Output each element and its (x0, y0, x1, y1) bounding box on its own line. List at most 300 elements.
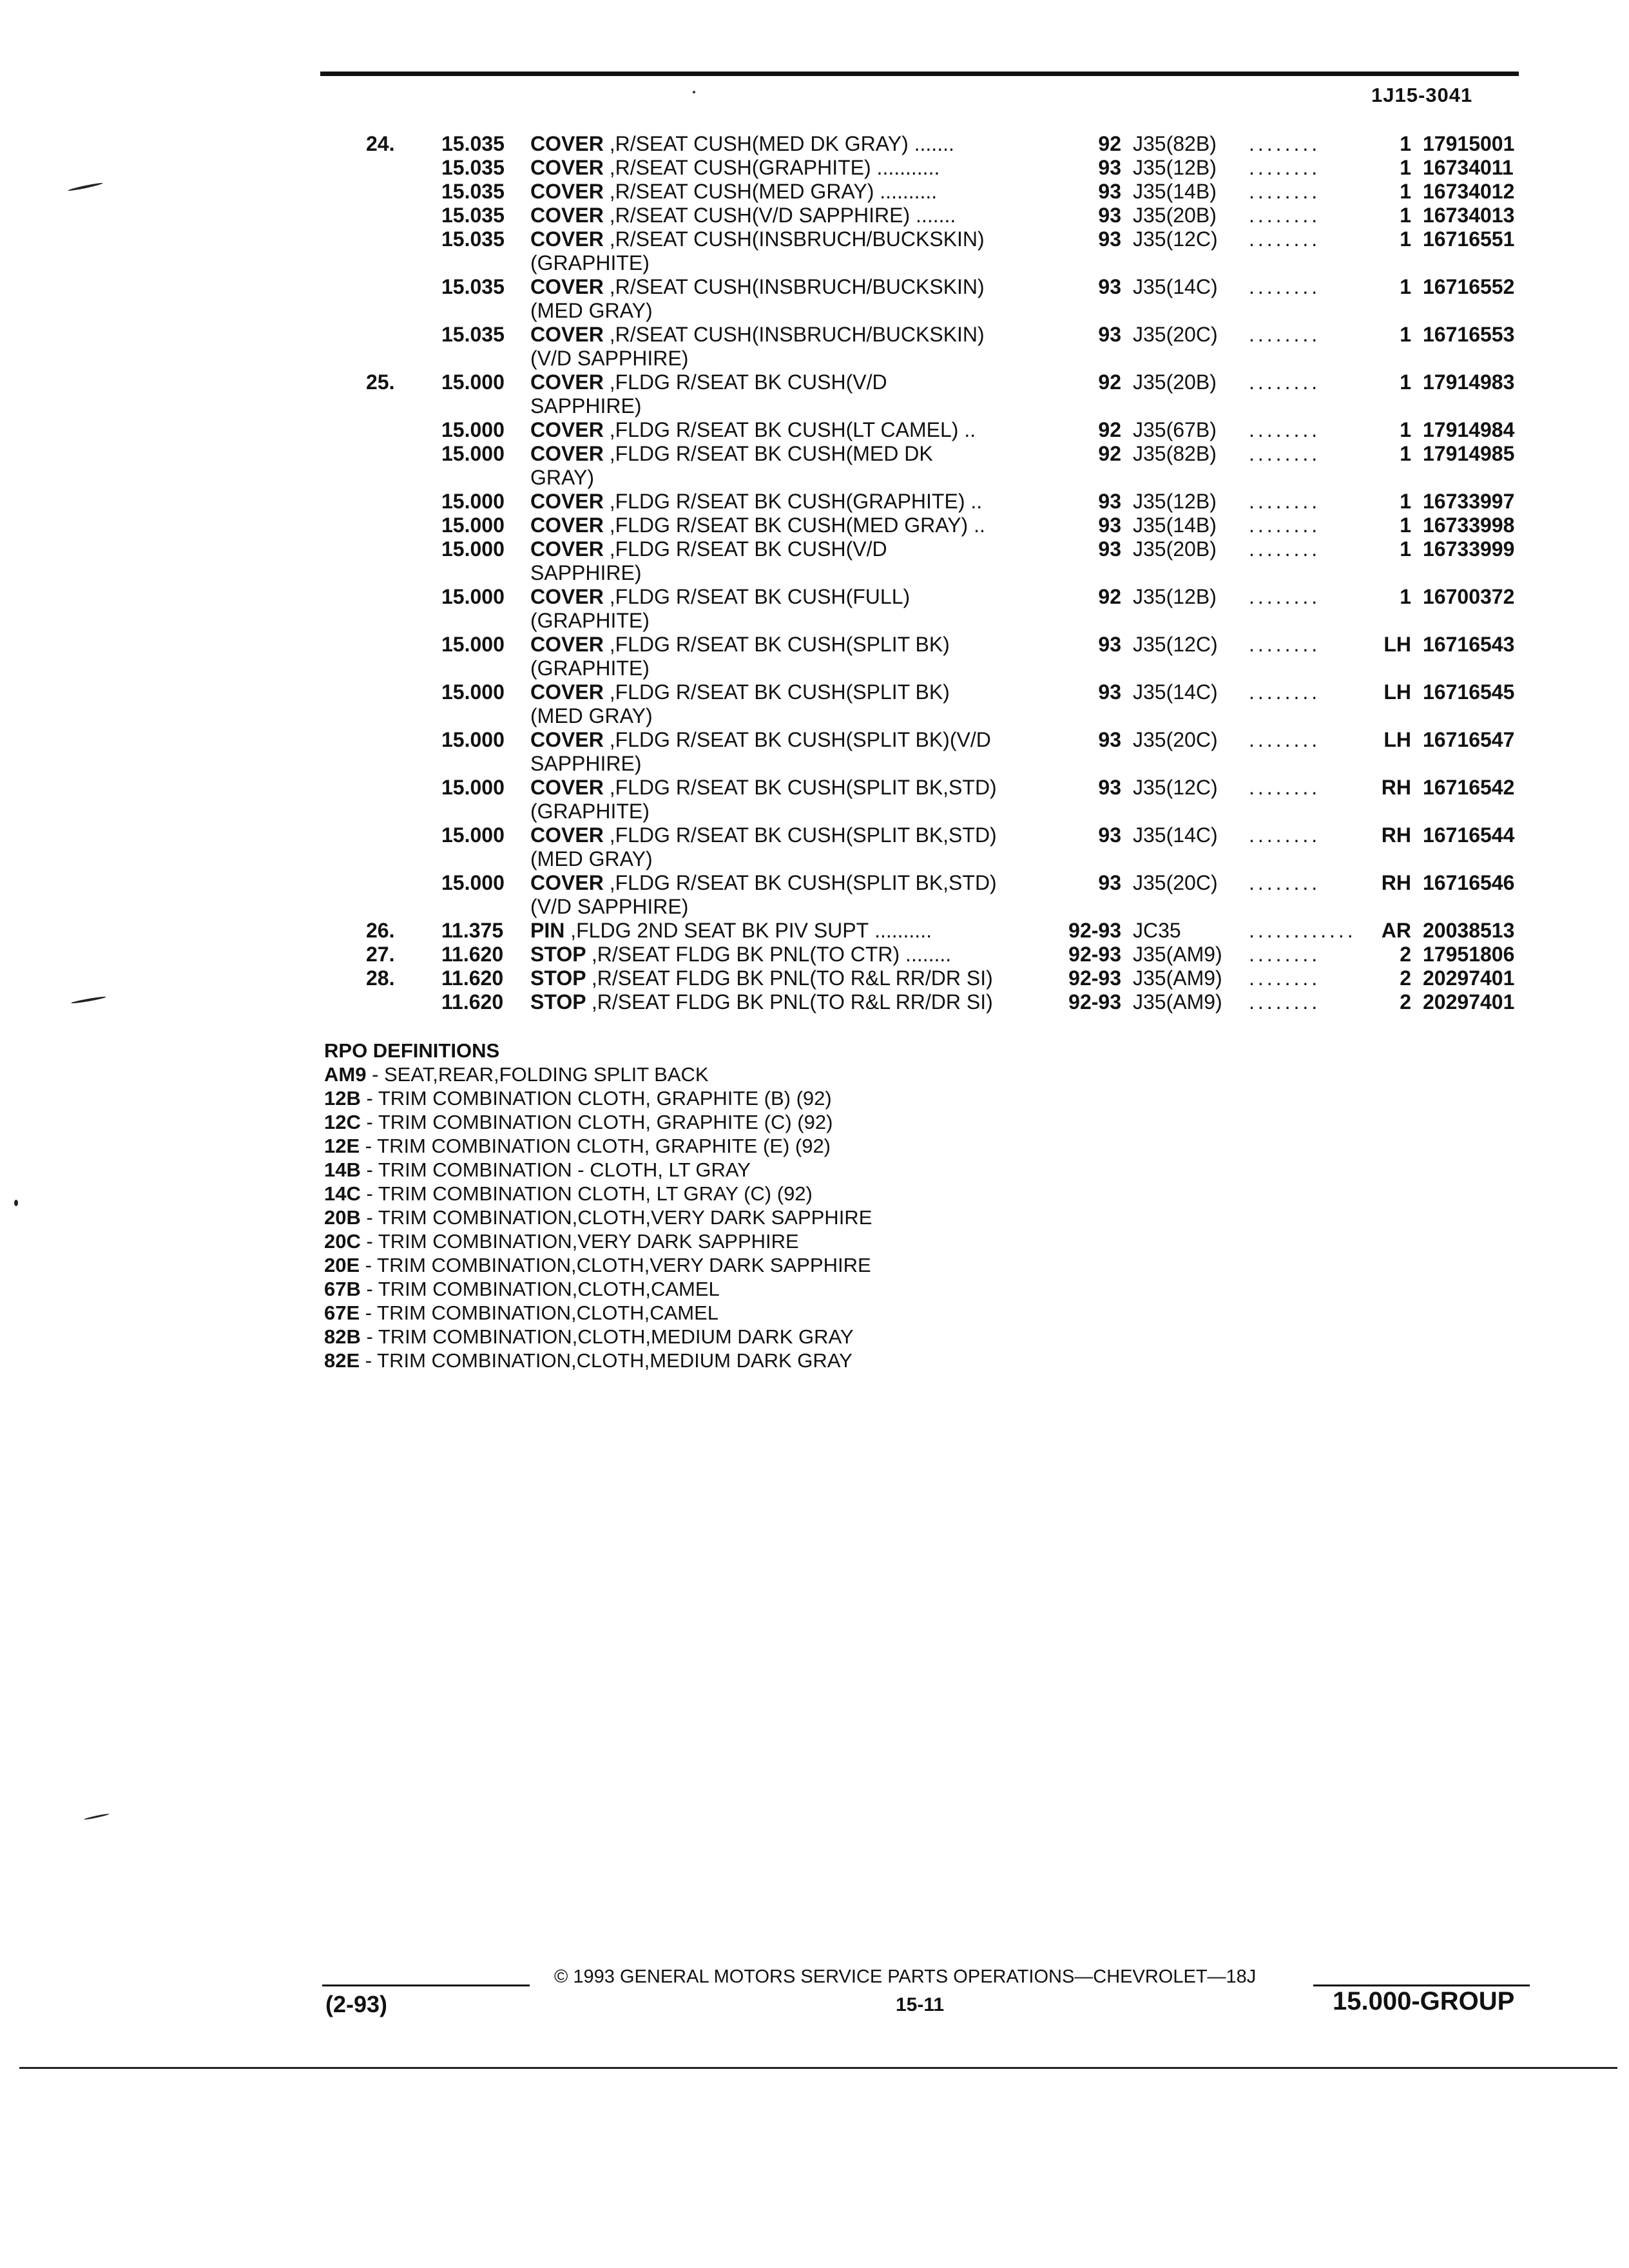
part-name: COVER (530, 680, 604, 704)
leader-dots: ........ (1249, 490, 1321, 513)
description-continuation: (MED GRAY) (530, 704, 653, 727)
part-attributes: ,FLDG R/SEAT BK CUSH(SPLIT BK)(V/D (609, 728, 991, 751)
part-attributes: ,R/SEAT CUSH(MED GRAY) (609, 180, 874, 203)
model-year: 93 (1098, 537, 1121, 561)
group-number: 15.035 (441, 156, 505, 179)
leader-dots: ........ (1249, 943, 1321, 966)
description-continuation: SAPPHIRE) (530, 752, 642, 775)
document-code: 1J15-3041 (1371, 84, 1473, 106)
rpo-item (324, 1349, 872, 1372)
table-row (361, 442, 1534, 490)
table-row (361, 323, 1534, 370)
rpo-text: - TRIM COMBINATION CLOTH, GRAPHITE (C) (92) (360, 1111, 833, 1133)
group-number: 15.035 (441, 275, 505, 298)
part-description (530, 871, 1033, 919)
part-name: COVER (530, 442, 604, 465)
group-number: 15.035 (441, 132, 505, 155)
quantity: 1 (1400, 442, 1411, 465)
part-attributes: ,R/SEAT CUSH(INSBRUCH/BUCKSKIN) (609, 227, 985, 251)
model-year: 93 (1098, 180, 1121, 203)
part-description (530, 442, 1033, 490)
table-row (361, 680, 1534, 728)
part-name: COVER (530, 323, 604, 346)
rpo-item (324, 1277, 872, 1301)
rpo-code: 12C (324, 1111, 361, 1133)
table-row (361, 728, 1534, 776)
rpo-definitions (324, 1039, 872, 1372)
scan-mark (71, 995, 106, 1004)
part-attributes: ,FLDG 2ND SEAT BK PIV SUPT (570, 919, 869, 942)
table-row (361, 823, 1534, 871)
part-description (530, 132, 1033, 156)
rpo-text: - TRIM COMBINATION,CLOTH,VERY DARK SAPPHIRE (360, 1206, 872, 1229)
group-number: 15.000 (441, 537, 505, 561)
model-year: 93 (1098, 728, 1121, 751)
footer-group: 15.000-GROUP (1333, 1987, 1515, 2015)
part-attributes: ,R/SEAT CUSH(INSBRUCH/BUCKSKIN) (609, 323, 985, 346)
group-number: 15.000 (441, 871, 505, 894)
part-description (530, 990, 1033, 1014)
table-row (361, 514, 1534, 537)
table-row (361, 227, 1534, 275)
part-attributes: ,FLDG R/SEAT BK CUSH(SPLIT BK) (609, 680, 950, 704)
group-number: 15.000 (441, 514, 505, 537)
part-attributes: ,FLDG R/SEAT BK CUSH(MED GRAY) (609, 514, 969, 537)
part-attributes: ,FLDG R/SEAT BK CUSH(SPLIT BK,STD) (609, 776, 997, 799)
quantity: AR (1381, 919, 1411, 942)
model-code: J35(AM9) (1133, 943, 1222, 966)
rpo-item (324, 1110, 872, 1134)
rpo-code: 67E (324, 1302, 360, 1324)
rpo-code: 67B (324, 1278, 361, 1300)
rpo-code: 20C (324, 1230, 361, 1253)
part-attributes: ,R/SEAT CUSH(V/D SAPPHIRE) (609, 204, 911, 227)
part-name: COVER (530, 823, 604, 847)
part-number: 20297401 (1423, 966, 1515, 990)
quantity: 1 (1400, 156, 1411, 179)
quantity: 2 (1400, 943, 1411, 966)
part-attributes: ,FLDG R/SEAT BK CUSH(LT CAMEL) (609, 418, 959, 441)
part-name: COVER (530, 156, 604, 179)
group-number: 15.000 (441, 633, 505, 656)
leader-dots: .. (964, 418, 976, 441)
part-name: STOP (530, 943, 586, 966)
leader-dots: ............ (1249, 919, 1356, 942)
leader-dots: ........ (1249, 537, 1321, 561)
part-attributes: ,FLDG R/SEAT BK CUSH(GRAPHITE) (609, 490, 965, 513)
scan-mark (14, 1200, 18, 1206)
footer-page-number: 15-11 (896, 1994, 945, 2015)
group-number: 15.000 (441, 418, 505, 441)
part-name: COVER (530, 204, 604, 227)
quantity: LH (1383, 680, 1411, 704)
model-year: 93 (1098, 490, 1121, 513)
model-code: J35(20C) (1133, 871, 1218, 894)
group-number: 15.000 (441, 823, 505, 847)
model-code: J35(67B) (1133, 418, 1217, 441)
part-attributes: ,R/SEAT CUSH(GRAPHITE) (609, 156, 871, 179)
leader-dots: .......... (880, 180, 938, 203)
part-attributes: ,R/SEAT FLDG BK PNL(TO R&L RR/DR SI) (591, 990, 993, 1014)
part-description (530, 514, 1033, 537)
part-number: 16716542 (1423, 776, 1515, 799)
part-attributes: ,R/SEAT FLDG BK PNL(TO R&L RR/DR SI) (591, 966, 993, 990)
model-code: J35(20C) (1133, 728, 1218, 751)
group-number: 15.035 (441, 204, 505, 227)
part-attributes: ,FLDG R/SEAT BK CUSH(FULL) (609, 585, 911, 608)
table-row (361, 418, 1534, 442)
leader-dots: .. (970, 490, 983, 513)
table-row (361, 490, 1534, 514)
rpo-item (324, 1301, 872, 1325)
group-number: 11.375 (441, 919, 504, 942)
quantity: RH (1381, 823, 1411, 847)
leader-dots: ........ (1249, 966, 1321, 990)
model-code: J35(12C) (1133, 776, 1218, 799)
part-number: 17914984 (1423, 418, 1515, 441)
rpo-item (324, 1253, 872, 1277)
rpo-code: 14C (324, 1182, 361, 1205)
table-row (361, 943, 1534, 966)
table-row (361, 990, 1534, 1014)
rpo-item (324, 1134, 872, 1158)
part-number: 16716551 (1423, 227, 1515, 251)
part-description (530, 418, 1033, 442)
model-year: 92-93 (1068, 990, 1121, 1014)
quantity: 1 (1400, 180, 1411, 203)
model-code: J35(14C) (1133, 823, 1218, 847)
table-row (361, 776, 1534, 823)
model-code: J35(82B) (1133, 442, 1217, 465)
description-continuation: GRAY) (530, 466, 594, 489)
part-description (530, 776, 1033, 823)
model-year: 92 (1098, 418, 1121, 441)
quantity: 1 (1400, 514, 1411, 537)
rpo-code: 20B (324, 1206, 361, 1229)
model-code: J35(82B) (1133, 132, 1217, 155)
item-ref: 26. (366, 919, 395, 942)
leader-dots: .......... (874, 919, 932, 942)
quantity: 1 (1400, 418, 1411, 441)
scan-mark (68, 182, 103, 191)
quantity: LH (1383, 728, 1411, 751)
quantity: LH (1383, 633, 1411, 656)
part-description (530, 370, 1033, 418)
part-number: 16733998 (1423, 514, 1515, 537)
rpo-item (324, 1182, 872, 1206)
parts-list (361, 132, 1534, 1014)
part-number: 16716547 (1423, 728, 1515, 751)
leader-dots: ........ (1249, 132, 1321, 155)
part-name: COVER (530, 728, 604, 751)
model-year: 93 (1098, 776, 1121, 799)
table-row (361, 919, 1534, 943)
part-description (530, 823, 1033, 871)
part-number: 16716544 (1423, 823, 1515, 847)
scan-speck (693, 91, 695, 93)
leader-dots: ........ (1249, 823, 1321, 847)
leader-dots: ........ (1249, 990, 1321, 1014)
model-year: 92 (1098, 132, 1121, 155)
leader-dots: ........ (1249, 204, 1321, 227)
rpo-code: 20E (324, 1254, 360, 1276)
part-description (530, 204, 1033, 227)
description-continuation: SAPPHIRE) (530, 561, 642, 584)
rpo-code: 12B (324, 1087, 361, 1110)
rpo-code: 14B (324, 1158, 361, 1181)
model-code: J35(AM9) (1133, 966, 1222, 990)
part-name: PIN (530, 919, 565, 942)
table-row (361, 585, 1534, 633)
part-description (530, 537, 1033, 585)
quantity: RH (1381, 871, 1411, 894)
part-number: 16716553 (1423, 323, 1515, 346)
quantity: 1 (1400, 370, 1411, 394)
group-number: 15.000 (441, 585, 505, 608)
group-number: 15.035 (441, 180, 505, 203)
model-year: 92-93 (1068, 943, 1121, 966)
leader-dots: ....... (914, 132, 954, 155)
group-number: 15.035 (441, 323, 505, 346)
description-continuation: (GRAPHITE) (530, 609, 650, 632)
table-row (361, 204, 1534, 227)
quantity: 1 (1400, 585, 1411, 608)
rpo-text: - TRIM COMBINATION - CLOTH, LT GRAY (360, 1158, 751, 1181)
description-continuation: (V/D SAPPHIRE) (530, 895, 689, 918)
part-number: 16716543 (1423, 633, 1515, 656)
part-description (530, 966, 1033, 990)
rpo-text: - TRIM COMBINATION,VERY DARK SAPPHIRE (360, 1230, 799, 1253)
group-number: 15.000 (441, 370, 505, 394)
rpo-title: RPO DEFINITIONS (324, 1039, 500, 1062)
model-code: J35(20B) (1133, 204, 1217, 227)
rpo-text: - TRIM COMBINATION CLOTH, LT GRAY (C) (92) (360, 1182, 813, 1205)
footer-copyright: © 1993 GENERAL MOTORS SERVICE PARTS OPERATIONS—CHEVROLET—18J (554, 1966, 1257, 1987)
part-number: 16734012 (1423, 180, 1515, 203)
part-name: COVER (530, 490, 604, 513)
model-year: 93 (1098, 204, 1121, 227)
model-code: J35(14B) (1133, 514, 1217, 537)
leader-dots: ........ (1249, 418, 1321, 441)
table-row (361, 633, 1534, 680)
leader-dots: ........ (1249, 156, 1321, 179)
rpo-text: - TRIM COMBINATION,CLOTH,MEDIUM DARK GRAY (360, 1325, 854, 1348)
model-year: 93 (1098, 514, 1121, 537)
part-number: 17914985 (1423, 442, 1515, 465)
quantity: RH (1381, 776, 1411, 799)
part-description (530, 323, 1033, 370)
leader-dots: .. (974, 514, 985, 537)
part-description (530, 180, 1033, 204)
rpo-code: AM9 (324, 1063, 367, 1086)
model-year: 92-93 (1068, 919, 1121, 942)
rpo-item (324, 1062, 872, 1086)
part-number: 16733997 (1423, 490, 1515, 513)
part-description (530, 490, 1033, 514)
part-number: 17951806 (1423, 943, 1515, 966)
part-number: 17914983 (1423, 370, 1515, 394)
footer-date-code: (2-93) (325, 1991, 388, 2017)
part-name: COVER (530, 633, 604, 656)
rpo-text: - TRIM COMBINATION,CLOTH,CAMEL (360, 1278, 720, 1300)
part-description (530, 156, 1033, 180)
rpo-code: 82B (324, 1325, 361, 1348)
quantity: 1 (1400, 227, 1411, 251)
leader-dots: ........ (1249, 633, 1321, 656)
scan-mark (84, 1813, 110, 1820)
part-name: COVER (530, 537, 604, 561)
group-number: 11.620 (441, 966, 504, 990)
part-number: 16716552 (1423, 275, 1515, 298)
part-name: COVER (530, 418, 604, 441)
leader-dots: ........ (1249, 585, 1321, 608)
model-year: 93 (1098, 823, 1121, 847)
quantity: 1 (1400, 323, 1411, 346)
leader-dots: ........ (1249, 275, 1321, 298)
model-code: J35(14B) (1133, 180, 1217, 203)
part-description (530, 275, 1033, 323)
part-description (530, 227, 1033, 275)
quantity: 2 (1400, 966, 1411, 990)
part-name: COVER (530, 871, 604, 894)
part-attributes: ,R/SEAT CUSH(MED DK GRAY) (609, 132, 909, 155)
leader-dots: ........ (1249, 680, 1321, 704)
rpo-text: - TRIM COMBINATION,CLOTH,MEDIUM DARK GRAY (360, 1349, 853, 1372)
footer-rule-left (322, 1984, 530, 1986)
table-row (361, 871, 1534, 919)
rpo-item (324, 1206, 872, 1229)
part-description (530, 680, 1033, 728)
rpo-text: - SEAT,REAR,FOLDING SPLIT BACK (366, 1063, 709, 1086)
description-continuation: (GRAPHITE) (530, 251, 650, 274)
leader-dots: ........ (1249, 776, 1321, 799)
model-year: 93 (1098, 323, 1121, 346)
table-row (361, 966, 1534, 990)
quantity: 1 (1400, 537, 1411, 561)
model-code: J35(20B) (1133, 537, 1217, 561)
part-attributes: ,FLDG R/SEAT BK CUSH(SPLIT BK,STD) (609, 823, 997, 847)
part-name: COVER (530, 180, 604, 203)
group-number: 15.000 (441, 776, 505, 799)
leader-dots: ........ (1249, 323, 1321, 346)
description-continuation: (MED GRAY) (530, 847, 653, 870)
rpo-item (324, 1158, 872, 1182)
part-number: 16733999 (1423, 537, 1515, 561)
model-year: 92 (1098, 442, 1121, 465)
model-code: J35(12B) (1133, 490, 1217, 513)
part-attributes: ,FLDG R/SEAT BK CUSH(V/D (609, 370, 887, 394)
part-description (530, 633, 1033, 680)
model-code: J35(14C) (1133, 680, 1218, 704)
model-code: J35(12B) (1133, 156, 1217, 179)
part-description (530, 919, 1033, 943)
rpo-text: - TRIM COMBINATION,CLOTH,CAMEL (360, 1302, 719, 1324)
rpo-item (324, 1229, 872, 1253)
part-name: COVER (530, 776, 604, 799)
part-number: 20297401 (1423, 990, 1515, 1014)
leader-dots: ........ (1249, 728, 1321, 751)
item-ref: 28. (366, 966, 395, 990)
group-number: 11.620 (441, 943, 504, 966)
rpo-code: 82E (324, 1349, 360, 1372)
part-name: COVER (530, 585, 604, 608)
group-number: 15.000 (441, 728, 505, 751)
model-code: J35(AM9) (1133, 990, 1222, 1014)
group-number: 15.000 (441, 490, 505, 513)
rpo-text: - TRIM COMBINATION CLOTH, GRAPHITE (B) (92) (360, 1087, 832, 1110)
item-ref: 25. (366, 370, 395, 394)
part-attributes: ,FLDG R/SEAT BK CUSH(V/D (609, 537, 887, 561)
item-ref: 27. (366, 943, 395, 966)
model-year: 93 (1098, 275, 1121, 298)
item-ref: 24. (366, 132, 395, 155)
model-year: 93 (1098, 156, 1121, 179)
quantity: 1 (1400, 132, 1411, 155)
leader-dots: ........ (1249, 871, 1321, 894)
quantity: 1 (1400, 275, 1411, 298)
model-code: J35(20B) (1133, 370, 1217, 394)
description-continuation: SAPPHIRE) (530, 394, 642, 418)
part-name: COVER (530, 514, 604, 537)
leader-dots: ....... (916, 204, 956, 227)
model-year: 92 (1098, 585, 1121, 608)
rpo-item (324, 1325, 872, 1349)
leader-dots: ........ (1249, 227, 1321, 251)
quantity: 2 (1400, 990, 1411, 1014)
part-number: 20038513 (1423, 919, 1515, 942)
part-attributes: ,FLDG R/SEAT BK CUSH(SPLIT BK,STD) (609, 871, 997, 894)
part-number: 16700372 (1423, 585, 1515, 608)
part-name: COVER (530, 132, 604, 155)
leader-dots: ........... (876, 156, 940, 179)
part-name: COVER (530, 275, 604, 298)
rpo-text: - TRIM COMBINATION CLOTH, GRAPHITE (E) (92) (360, 1135, 831, 1157)
part-number: 16734011 (1423, 156, 1514, 179)
description-continuation: (GRAPHITE) (530, 657, 650, 680)
part-number: 16734013 (1423, 204, 1515, 227)
table-row (361, 156, 1534, 180)
part-attributes: ,FLDG R/SEAT BK CUSH(SPLIT BK) (609, 633, 950, 656)
leader-dots: ........ (1249, 442, 1321, 465)
model-code: J35(20C) (1133, 323, 1218, 346)
model-year: 93 (1098, 680, 1121, 704)
description-continuation: (V/D SAPPHIRE) (530, 347, 689, 370)
leader-dots: ........ (1249, 514, 1321, 537)
table-row (361, 132, 1534, 156)
part-attributes: ,R/SEAT FLDG BK PNL(TO CTR) (591, 943, 900, 966)
rpo-code: 12E (324, 1135, 360, 1157)
leader-dots: ........ (1249, 370, 1321, 394)
table-row (361, 275, 1534, 323)
part-description (530, 585, 1033, 633)
model-year: 93 (1098, 871, 1121, 894)
model-year: 92 (1098, 370, 1121, 394)
quantity: 1 (1400, 490, 1411, 513)
table-row (361, 180, 1534, 204)
bottom-rule (19, 2067, 1617, 2069)
part-number: 16716545 (1423, 680, 1515, 704)
description-continuation: (GRAPHITE) (530, 800, 650, 823)
model-code: J35(12B) (1133, 585, 1217, 608)
group-number: 15.035 (441, 227, 505, 251)
table-row (361, 370, 1534, 418)
model-code: J35(12C) (1133, 633, 1218, 656)
model-code: JC35 (1133, 919, 1181, 942)
part-attributes: ,FLDG R/SEAT BK CUSH(MED DK (609, 442, 933, 465)
leader-dots: ........ (1249, 180, 1321, 203)
group-number: 15.000 (441, 680, 505, 704)
part-description (530, 728, 1033, 776)
